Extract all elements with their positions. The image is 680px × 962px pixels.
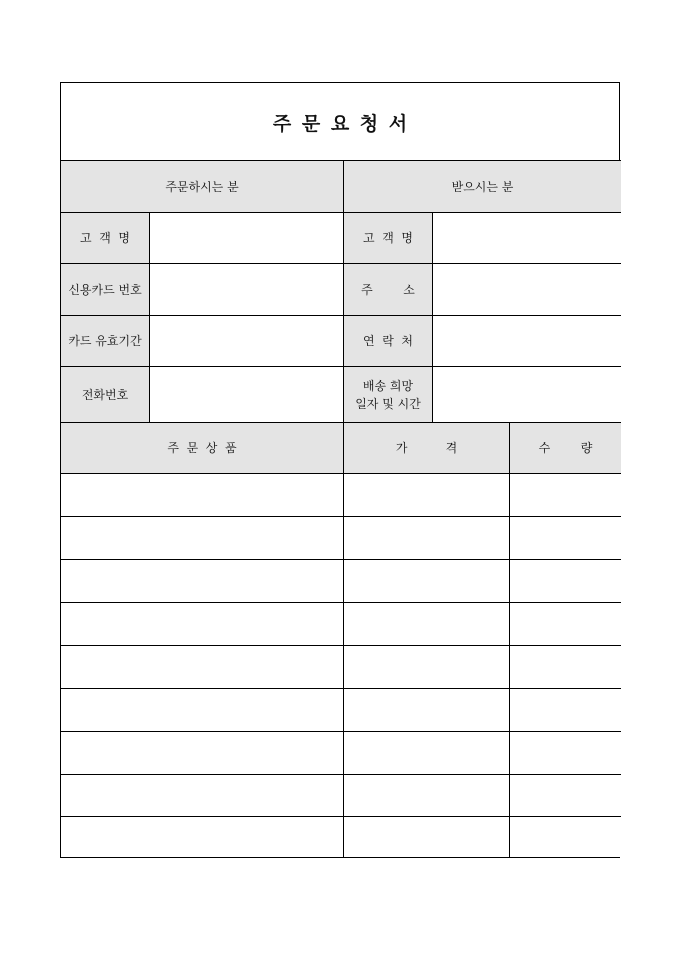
- quantity-field[interactable]: [510, 646, 621, 689]
- product-field[interactable]: [61, 560, 344, 603]
- product-field[interactable]: [61, 517, 344, 560]
- card-expiry-label: 카드 유효기간: [61, 316, 150, 367]
- quantity-field[interactable]: [510, 603, 621, 646]
- product-field[interactable]: [61, 732, 344, 775]
- quantity-column-header: 수 량: [510, 423, 621, 474]
- orderer-name-field[interactable]: [150, 213, 344, 264]
- price-column-header: 가 격: [344, 423, 510, 474]
- phone-label: 전화번호: [61, 367, 150, 423]
- recipient-name-label: 고 객 명: [344, 213, 433, 264]
- form-title: 주 문 요 청 서: [61, 83, 621, 161]
- delivery-time-label: 배송 희망 일자 및 시간: [344, 367, 433, 423]
- price-field[interactable]: [344, 775, 510, 817]
- orderer-name-label: 고 객 명: [61, 213, 150, 264]
- card-number-field[interactable]: [150, 264, 344, 316]
- quantity-field[interactable]: [510, 474, 621, 517]
- phone-field[interactable]: [150, 367, 344, 423]
- card-expiry-field[interactable]: [150, 316, 344, 367]
- product-column-header: 주 문 상 품: [61, 423, 344, 474]
- product-field[interactable]: [61, 817, 344, 857]
- order-request-form: [60, 82, 620, 858]
- product-field[interactable]: [61, 775, 344, 817]
- price-field[interactable]: [344, 732, 510, 775]
- delivery-time-field[interactable]: [433, 367, 621, 423]
- price-field[interactable]: [344, 817, 510, 857]
- orderer-section-header: 주문하시는 분: [61, 161, 344, 213]
- address-label: 주 소: [344, 264, 433, 316]
- product-field[interactable]: [61, 474, 344, 517]
- quantity-field[interactable]: [510, 560, 621, 603]
- quantity-field[interactable]: [510, 517, 621, 560]
- address-field[interactable]: [433, 264, 621, 316]
- price-field[interactable]: [344, 474, 510, 517]
- price-field[interactable]: [344, 603, 510, 646]
- quantity-field[interactable]: [510, 817, 621, 857]
- recipient-name-field[interactable]: [433, 213, 621, 264]
- product-field[interactable]: [61, 689, 344, 732]
- contact-label: 연 락 처: [344, 316, 433, 367]
- contact-field[interactable]: [433, 316, 621, 367]
- card-number-label: 신용카드 번호: [61, 264, 150, 316]
- product-field[interactable]: [61, 603, 344, 646]
- recipient-section-header: 받으시는 분: [344, 161, 621, 213]
- price-field[interactable]: [344, 560, 510, 603]
- quantity-field[interactable]: [510, 775, 621, 817]
- product-field[interactable]: [61, 646, 344, 689]
- price-field[interactable]: [344, 517, 510, 560]
- price-field[interactable]: [344, 646, 510, 689]
- quantity-field[interactable]: [510, 689, 621, 732]
- price-field[interactable]: [344, 689, 510, 732]
- quantity-field[interactable]: [510, 732, 621, 775]
